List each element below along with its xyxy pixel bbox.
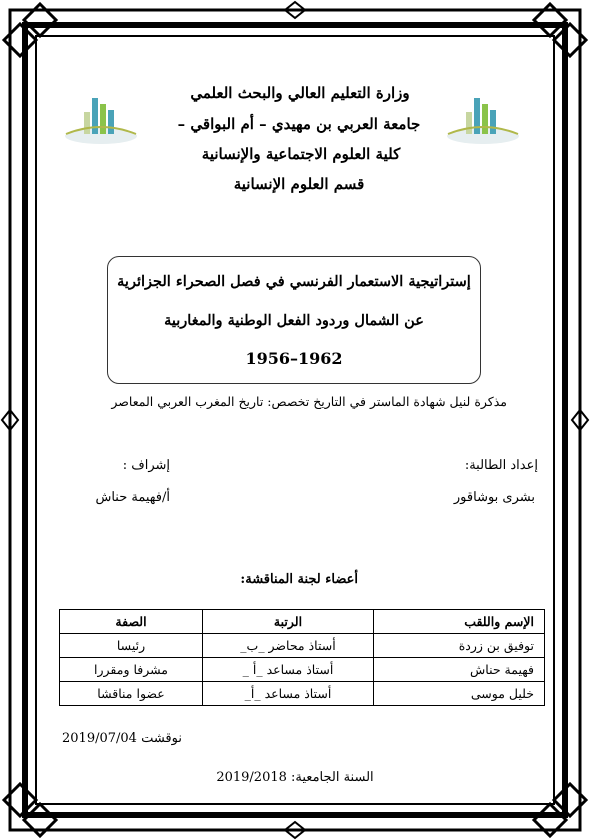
jury-member-role: مشرفا ومقررا bbox=[60, 658, 203, 682]
thesis-years: 1956–1962 bbox=[245, 349, 343, 368]
table-row bbox=[60, 634, 545, 658]
jury-title: أعضاء لجنة المناقشة: bbox=[240, 572, 358, 587]
jury-header-name: الإسم واللقب bbox=[374, 610, 545, 634]
jury-table-header bbox=[60, 610, 545, 634]
university-name: جامعة العربي بن مهيدي – أم البواقي – bbox=[177, 115, 421, 133]
jury-member-name: توفيق بن زردة bbox=[374, 634, 545, 658]
jury-member-role: رئيسا bbox=[60, 634, 203, 658]
table-row bbox=[60, 658, 545, 682]
jury-member-role: عضوا مناقشا bbox=[60, 682, 203, 706]
supervisor-label: إشراف : bbox=[122, 458, 170, 473]
academic-year: السنة الجامعية: 2019/2018 bbox=[216, 770, 374, 785]
jury-member-rank: أستاذ محاضر _ب_ bbox=[203, 634, 374, 658]
department-name: قسم العلوم الإنسانية bbox=[233, 175, 365, 193]
jury-member-rank: أستاذ مساعد _أ _ bbox=[203, 658, 374, 682]
ministry-name: وزارة التعليم العالي والبحث العلمي bbox=[190, 84, 410, 102]
jury-member-name: فهيمة حناش bbox=[374, 658, 545, 682]
defense-date: نوقشت 2019/07/04 bbox=[62, 731, 182, 746]
thesis-note: مذكرة لنيل شهادة الماستر في التاريخ تخصص: تاريخ المغرب العربي المعاصر bbox=[111, 394, 507, 409]
thesis-title-line1: إستراتيجية الاستعمار الفرنسي في فصل الصحراء الجزائرية bbox=[117, 273, 471, 290]
supervisor-name: أ/فهيمة حناش bbox=[95, 490, 170, 505]
jury-member-name: خليل موسى bbox=[374, 682, 545, 706]
faculty-name: كلية العلوم الاجتماعية والإنسانية bbox=[201, 145, 401, 163]
jury-member-rank: أستاذ مساعد _أ_ bbox=[203, 682, 374, 706]
thesis-title-box bbox=[107, 256, 481, 384]
jury-header-rank: الرتبة bbox=[203, 610, 374, 634]
jury-header-role: الصفة bbox=[60, 610, 203, 634]
student-name: بشرى بوشاقور bbox=[453, 490, 535, 505]
thesis-title-line2: عن الشمال وردود الفعل الوطنية والمغاربية bbox=[164, 312, 424, 329]
jury-table bbox=[59, 609, 545, 706]
student-label: إعداد الطالبة: bbox=[464, 458, 538, 473]
table-row bbox=[60, 682, 545, 706]
